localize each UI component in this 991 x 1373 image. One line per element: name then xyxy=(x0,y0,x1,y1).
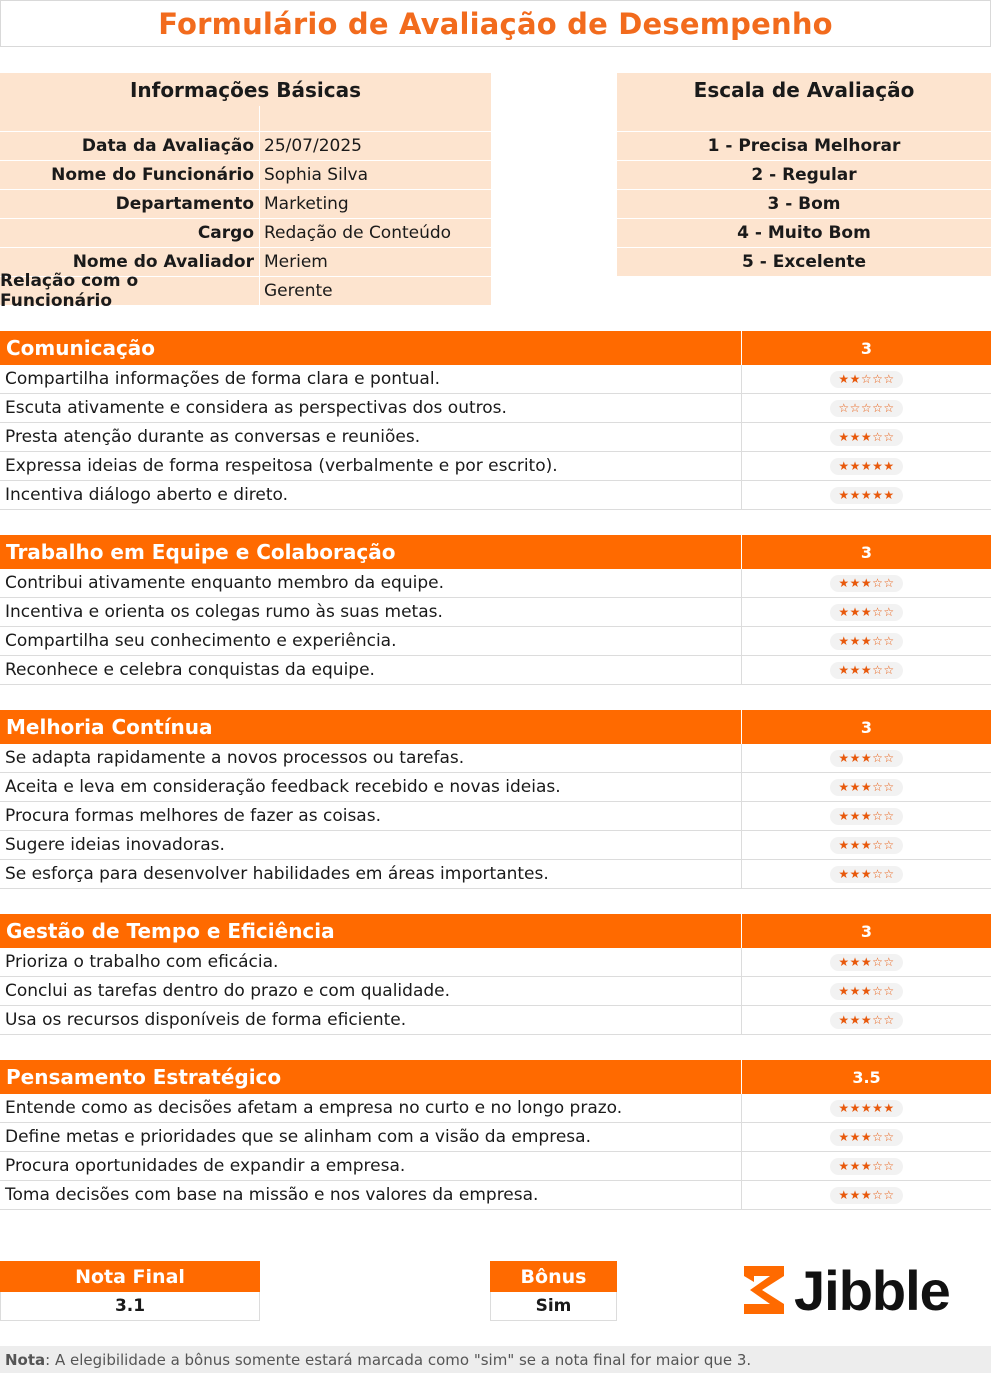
star-filled-icon: ★ xyxy=(860,808,873,823)
info-label: Relação com o Funcionário xyxy=(0,277,259,306)
jibble-logo xyxy=(740,1260,980,1320)
star-empty-icon: ☆ xyxy=(883,808,895,823)
jibble-logo-icon xyxy=(740,1262,788,1318)
criteria-row xyxy=(0,1006,991,1035)
criteria-rating-cell xyxy=(742,866,991,883)
star-filled-icon: ★ xyxy=(860,429,873,444)
star-rating[interactable] xyxy=(830,1158,902,1175)
star-rating[interactable] xyxy=(830,983,902,1000)
star-filled-icon: ★ xyxy=(849,1187,861,1202)
info-label: Nome do Funcionário xyxy=(0,161,259,190)
star-filled-icon: ★ xyxy=(860,487,873,502)
criteria-row xyxy=(0,365,991,394)
criteria-row xyxy=(0,394,991,423)
star-filled-icon: ★ xyxy=(860,1129,873,1144)
scale-item: 4 - Muito Bom xyxy=(617,219,991,248)
criteria-row xyxy=(0,598,991,627)
star-empty-icon: ☆ xyxy=(872,779,884,794)
criteria-rating-cell xyxy=(742,429,991,446)
scale-spacer xyxy=(617,106,991,132)
final-score-label: Nota Final xyxy=(0,1261,260,1292)
criteria-row xyxy=(0,802,991,831)
star-empty-icon: ☆ xyxy=(883,575,895,590)
section-score: 3.5 xyxy=(852,1067,881,1087)
criteria-row xyxy=(0,773,991,802)
star-empty-icon: ☆ xyxy=(883,1129,895,1144)
criteria-text: Reconhece e celebra conquistas da equipe. xyxy=(0,656,742,684)
star-filled-icon: ★ xyxy=(860,633,873,648)
star-rating[interactable] xyxy=(830,954,902,971)
criteria-row xyxy=(0,1152,991,1181)
criteria-text: Procura formas melhores de fazer as coisas. xyxy=(0,802,742,830)
star-rating[interactable] xyxy=(830,1129,902,1146)
criteria-text: Expressa ideias de forma respeitosa (verbalmente e por escrito). xyxy=(0,452,742,480)
star-empty-icon: ☆ xyxy=(872,837,884,852)
section-score: 3 xyxy=(860,717,873,737)
star-empty-icon: ☆ xyxy=(883,604,895,619)
star-rating[interactable] xyxy=(830,779,902,796)
star-filled-icon: ★ xyxy=(838,429,850,444)
star-filled-icon: ★ xyxy=(883,487,895,502)
info-value: Meriem xyxy=(260,248,491,277)
info-value: Sophia Silva xyxy=(260,161,491,190)
star-filled-icon: ★ xyxy=(872,487,884,502)
star-filled-icon: ★ xyxy=(849,371,861,386)
section-score: 3 xyxy=(860,542,873,562)
criteria-rating-cell xyxy=(742,837,991,854)
star-empty-icon: ☆ xyxy=(872,371,884,386)
criteria-rating-cell xyxy=(742,808,991,825)
criteria-rating-cell xyxy=(742,1100,991,1117)
star-filled-icon: ★ xyxy=(849,1012,861,1027)
star-empty-icon: ☆ xyxy=(849,400,861,415)
star-filled-icon: ★ xyxy=(860,1012,873,1027)
star-rating[interactable] xyxy=(830,1187,902,1204)
star-empty-icon: ☆ xyxy=(883,429,895,444)
star-filled-icon: ★ xyxy=(860,750,873,765)
basic-info-heading: Informações Básicas xyxy=(129,77,362,102)
criteria-rating-cell xyxy=(742,633,991,650)
criteria-row xyxy=(0,1181,991,1210)
section-title: Comunicação xyxy=(0,331,742,365)
star-filled-icon: ★ xyxy=(838,808,850,823)
star-empty-icon: ☆ xyxy=(872,1187,884,1202)
criteria-rating-cell xyxy=(742,983,991,1000)
final-score-value: 3.1 xyxy=(0,1292,260,1321)
info-value: Gerente xyxy=(260,277,491,306)
star-filled-icon: ★ xyxy=(849,779,861,794)
star-rating[interactable] xyxy=(830,575,902,592)
star-filled-icon: ★ xyxy=(860,983,873,998)
criteria-rating-cell xyxy=(742,954,991,971)
section-header xyxy=(0,710,991,744)
star-empty-icon: ☆ xyxy=(883,662,895,677)
criteria-rating-cell xyxy=(742,662,991,679)
criteria-text: Incentiva e orienta os colegas rumo às suas metas. xyxy=(0,598,742,626)
star-filled-icon: ★ xyxy=(872,458,884,473)
star-rating[interactable] xyxy=(830,866,902,883)
criteria-row xyxy=(0,627,991,656)
star-empty-icon: ☆ xyxy=(872,750,884,765)
section-title: Gestão de Tempo e Eficiência xyxy=(0,914,742,948)
section-header xyxy=(0,914,991,948)
star-filled-icon: ★ xyxy=(849,866,861,881)
star-empty-icon: ☆ xyxy=(860,371,873,386)
star-rating[interactable] xyxy=(830,400,902,417)
star-filled-icon: ★ xyxy=(849,1158,861,1173)
section-title: Trabalho em Equipe e Colaboração xyxy=(0,535,742,569)
star-rating[interactable] xyxy=(830,458,902,475)
star-empty-icon: ☆ xyxy=(872,400,884,415)
criteria-text: Compartilha informações de forma clara e pontual. xyxy=(0,365,742,393)
star-filled-icon: ★ xyxy=(838,1187,850,1202)
star-empty-icon: ☆ xyxy=(872,1129,884,1144)
star-empty-icon: ☆ xyxy=(872,954,884,969)
info-value: Redação de Conteúdo xyxy=(260,219,491,248)
star-filled-icon: ★ xyxy=(849,750,861,765)
star-rating[interactable] xyxy=(830,750,902,767)
section-header xyxy=(0,535,991,569)
star-filled-icon: ★ xyxy=(849,633,861,648)
star-filled-icon: ★ xyxy=(860,837,873,852)
star-empty-icon: ☆ xyxy=(872,633,884,648)
star-rating[interactable] xyxy=(830,662,902,679)
star-filled-icon: ★ xyxy=(838,458,850,473)
star-rating[interactable] xyxy=(830,837,902,854)
star-filled-icon: ★ xyxy=(883,458,895,473)
criteria-text: Define metas e prioridades que se alinham com a visão da empresa. xyxy=(0,1123,742,1151)
star-filled-icon: ★ xyxy=(838,633,850,648)
jibble-logo-text: Jibble xyxy=(794,1258,950,1322)
star-filled-icon: ★ xyxy=(838,954,850,969)
criteria-rating-cell xyxy=(742,604,991,621)
criteria-text: Procura oportunidades de expandir a empresa. xyxy=(0,1152,742,1180)
bonus-label: Bônus xyxy=(490,1261,617,1292)
criteria-row xyxy=(0,744,991,773)
page-title: Formulário de Avaliação de Desempenho xyxy=(0,0,991,47)
criteria-text: Sugere ideias inovadoras. xyxy=(0,831,742,859)
scale-heading: Escala de Avaliação xyxy=(693,77,915,102)
star-empty-icon: ☆ xyxy=(872,983,884,998)
criteria-rating-cell xyxy=(742,779,991,796)
star-empty-icon: ☆ xyxy=(883,779,895,794)
star-empty-icon: ☆ xyxy=(872,808,884,823)
star-empty-icon: ☆ xyxy=(883,1012,895,1027)
star-filled-icon: ★ xyxy=(849,983,861,998)
criteria-row xyxy=(0,860,991,889)
star-empty-icon: ☆ xyxy=(883,954,895,969)
star-empty-icon: ☆ xyxy=(860,400,873,415)
star-filled-icon: ★ xyxy=(838,1012,850,1027)
star-empty-icon: ☆ xyxy=(883,633,895,648)
star-empty-icon: ☆ xyxy=(872,1158,884,1173)
section-score: 3 xyxy=(860,338,873,358)
star-empty-icon: ☆ xyxy=(872,429,884,444)
star-empty-icon: ☆ xyxy=(883,866,895,881)
star-filled-icon: ★ xyxy=(849,954,861,969)
star-filled-icon: ★ xyxy=(838,779,850,794)
criteria-row xyxy=(0,831,991,860)
star-rating[interactable] xyxy=(830,429,902,446)
section-title: Melhoria Contínua xyxy=(0,710,742,744)
criteria-rating-cell xyxy=(742,575,991,592)
criteria-text: Entende como as decisões afetam a empresa no curto e no longo prazo. xyxy=(0,1094,742,1122)
star-filled-icon: ★ xyxy=(849,429,861,444)
star-filled-icon: ★ xyxy=(838,487,850,502)
criteria-row xyxy=(0,1094,991,1123)
criteria-text: Toma decisões com base na missão e nos valores da empresa. xyxy=(0,1181,742,1209)
criteria-rating-cell xyxy=(742,1158,991,1175)
star-filled-icon: ★ xyxy=(838,1129,850,1144)
star-filled-icon: ★ xyxy=(849,808,861,823)
criteria-rating-cell xyxy=(742,487,991,504)
criteria-text: Contribui ativamente enquanto membro da equipe. xyxy=(0,569,742,597)
star-empty-icon: ☆ xyxy=(883,983,895,998)
star-empty-icon: ☆ xyxy=(872,604,884,619)
star-filled-icon: ★ xyxy=(838,983,850,998)
criteria-rating-cell xyxy=(742,458,991,475)
star-filled-icon: ★ xyxy=(849,1129,861,1144)
star-filled-icon: ★ xyxy=(860,458,873,473)
criteria-text: Prioriza o trabalho com eficácia. xyxy=(0,948,742,976)
star-filled-icon: ★ xyxy=(860,662,873,677)
criteria-text: Aceita e leva em consideração feedback recebido e novas ideias. xyxy=(0,773,742,801)
scale-item: 5 - Excelente xyxy=(617,248,991,277)
criteria-text: Incentiva diálogo aberto e direto. xyxy=(0,481,742,509)
basic-info-spacer xyxy=(0,106,491,132)
info-label: Departamento xyxy=(0,190,259,219)
criteria-row xyxy=(0,452,991,481)
star-filled-icon: ★ xyxy=(838,1158,850,1173)
star-filled-icon: ★ xyxy=(849,662,861,677)
star-filled-icon: ★ xyxy=(838,866,850,881)
criteria-row xyxy=(0,569,991,598)
star-filled-icon: ★ xyxy=(849,575,861,590)
footer-note xyxy=(0,1346,991,1373)
scale-item: 2 - Regular xyxy=(617,161,991,190)
criteria-row xyxy=(0,423,991,452)
criteria-rating-cell xyxy=(742,371,991,388)
star-empty-icon: ☆ xyxy=(883,837,895,852)
star-filled-icon: ★ xyxy=(860,779,873,794)
star-empty-icon: ☆ xyxy=(872,1012,884,1027)
scale-item: 1 - Precisa Melhorar xyxy=(617,132,991,161)
criteria-row xyxy=(0,656,991,685)
criteria-rating-cell xyxy=(742,400,991,417)
star-filled-icon: ★ xyxy=(860,604,873,619)
criteria-text: Compartilha seu conhecimento e experiência. xyxy=(0,627,742,655)
section-header xyxy=(0,1060,991,1094)
star-filled-icon: ★ xyxy=(860,866,873,881)
section-header xyxy=(0,331,991,365)
star-filled-icon: ★ xyxy=(849,1100,861,1115)
info-label: Nome do Avaliador xyxy=(0,248,259,277)
criteria-rating-cell xyxy=(742,750,991,767)
star-filled-icon: ★ xyxy=(849,837,861,852)
star-filled-icon: ★ xyxy=(849,487,861,502)
star-filled-icon: ★ xyxy=(849,604,861,619)
star-empty-icon: ☆ xyxy=(838,400,850,415)
star-filled-icon: ★ xyxy=(883,1100,895,1115)
criteria-row xyxy=(0,1123,991,1152)
star-empty-icon: ☆ xyxy=(872,662,884,677)
star-empty-icon: ☆ xyxy=(872,575,884,590)
star-rating[interactable] xyxy=(830,604,902,621)
star-filled-icon: ★ xyxy=(860,1100,873,1115)
star-filled-icon: ★ xyxy=(838,662,850,677)
criteria-rating-cell xyxy=(742,1129,991,1146)
criteria-text: Conclui as tarefas dentro do prazo e com qualidade. xyxy=(0,977,742,1005)
star-rating[interactable] xyxy=(830,1012,902,1029)
criteria-text: Usa os recursos disponíveis de forma eficiente. xyxy=(0,1006,742,1034)
star-filled-icon: ★ xyxy=(860,575,873,590)
section-score: 3 xyxy=(860,921,873,941)
star-filled-icon: ★ xyxy=(838,837,850,852)
footer-note-text: : A elegibilidade a bônus somente estará marcada como "sim" se a nota final for maior que 3. xyxy=(45,1350,752,1369)
star-empty-icon: ☆ xyxy=(883,371,895,386)
criteria-rating-cell xyxy=(742,1187,991,1204)
criteria-rating-cell xyxy=(742,1012,991,1029)
info-value: Marketing xyxy=(260,190,491,219)
star-filled-icon: ★ xyxy=(838,1100,850,1115)
star-rating[interactable] xyxy=(830,633,902,650)
star-filled-icon: ★ xyxy=(872,1100,884,1115)
bonus-value: Sim xyxy=(490,1292,617,1321)
star-rating[interactable] xyxy=(830,1100,902,1117)
section-title: Pensamento Estratégico xyxy=(0,1060,742,1094)
criteria-row xyxy=(0,977,991,1006)
star-filled-icon: ★ xyxy=(838,575,850,590)
scale-item: 3 - Bom xyxy=(617,190,991,219)
star-filled-icon: ★ xyxy=(860,954,873,969)
star-empty-icon: ☆ xyxy=(883,1158,895,1173)
star-empty-icon: ☆ xyxy=(883,1187,895,1202)
criteria-row xyxy=(0,481,991,510)
star-rating[interactable] xyxy=(830,808,902,825)
star-filled-icon: ★ xyxy=(838,604,850,619)
info-label: Cargo xyxy=(0,219,259,248)
info-value: 25/07/2025 xyxy=(260,132,491,161)
star-empty-icon: ☆ xyxy=(883,750,895,765)
criteria-text: Presta atenção durante as conversas e reuniões. xyxy=(0,423,742,451)
star-filled-icon: ★ xyxy=(838,371,850,386)
criteria-text: Se esforça para desenvolver habilidades em áreas importantes. xyxy=(0,860,742,888)
star-filled-icon: ★ xyxy=(860,1187,873,1202)
footer-note-label: Nota xyxy=(5,1350,46,1369)
star-filled-icon: ★ xyxy=(849,458,861,473)
star-rating[interactable] xyxy=(830,487,902,504)
star-empty-icon: ☆ xyxy=(872,866,884,881)
criteria-row xyxy=(0,948,991,977)
star-empty-icon: ☆ xyxy=(883,400,895,415)
info-label: Data da Avaliação xyxy=(0,132,259,161)
star-filled-icon: ★ xyxy=(838,750,850,765)
star-rating[interactable] xyxy=(830,371,902,388)
criteria-text: Escuta ativamente e considera as perspectivas dos outros. xyxy=(0,394,742,422)
star-filled-icon: ★ xyxy=(860,1158,873,1173)
criteria-text: Se adapta rapidamente a novos processos ou tarefas. xyxy=(0,744,742,772)
